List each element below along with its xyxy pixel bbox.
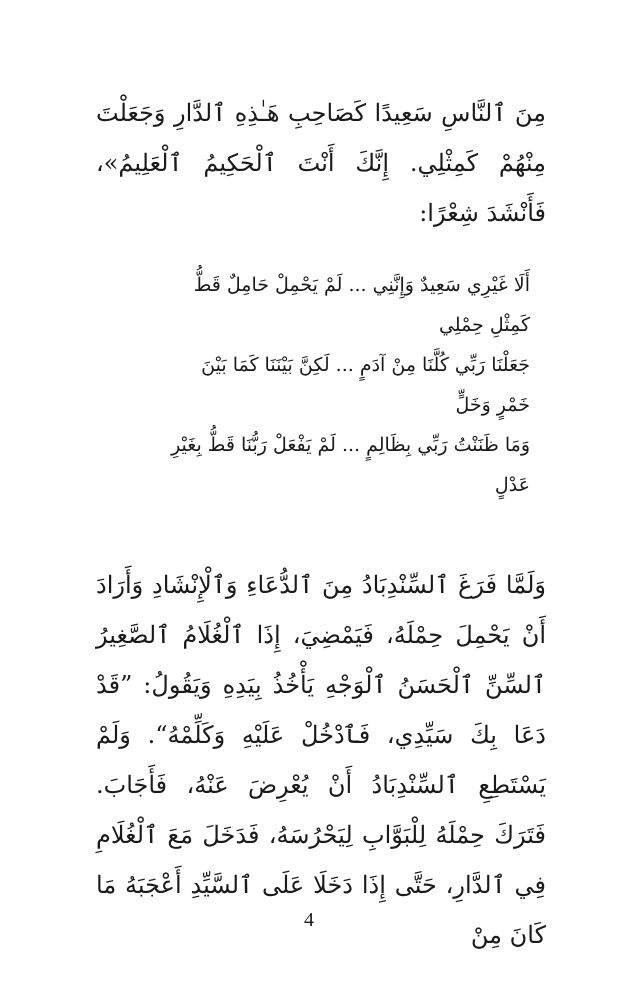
page-number: 4 bbox=[304, 909, 314, 931]
poem-line: عَدْلٍ bbox=[494, 474, 530, 496]
poem-line: خَمْرٍ وَخَلٍّ bbox=[455, 394, 530, 416]
poem-line: أَلَا غَيْرِي سَعِيدٌ وَإِنَّنِي ... لَمْ يَحْمِلْ حَامِلٌ قَطُّ bbox=[193, 274, 530, 296]
paragraph-top: مِنَ ٱلنَّاسِ سَعِيدًا كَصَاحِبِ هَـٰذِهِ ٱلدَّارِ وَجَعَلْتَ مِنْهُمْ كَمِثْلِي. إِنَّكَ أَنْتَ ٱلْحَكِيمُ ٱلْعَلِيمُ»، فَأَنْشَدَ شِعْرًا: bbox=[96, 99, 546, 227]
poem-line: جَعَلْنَا رَبِّي كُلَّنَا مِنْ آدَمٍ ... لَكِنَّ بَيْنَنَا كَمَا بَيْنَ bbox=[201, 354, 530, 376]
poem-line: كَمِثْلِ حِمْلِي bbox=[438, 314, 530, 336]
paragraph-bottom: وَلَمَّا فَرَغَ ٱلسِّنْدِبَادُ مِنَ ٱلدُّعَاءِ وَٱلْإِنْشَادِ وَأَرَادَ أَنْ يَحْمِلَ حِمْلَهُ، فَيَمْضِيَ، إِذَا ٱلْغُلَامُ ٱلصَّغِيرُ ٱلسِّنِّ ٱلْحَسَنُ ٱلْوَجْهِ يَأْخُذُ بِيَدِهِ وَيَقُولُ: ”قَدْ دَعَا بِكَ سَيِّدِي، فَٱدْخُلْ عَلَيْهِ وَكَلِّمْهُ“. وَلَمْ يَسْتَطِعِ ٱلسِّنْدِبَادُ أَنْ يُعْرِضَ عَنْهُ، فَأَجَابَ. فَتَرَكَ حِمْلَهُ لِلْبَوَّابِ لِيَحْرُسَهُ، فَدَخَلَ مَعَ ٱلْغُلَامِ فِي ٱلدَّارِ، حَتَّى إِذَا دَخَلَا عَلَى ٱلسَّيِّدِ أَعْجَبَهُ مَا كَانَ مِنْ bbox=[96, 571, 546, 949]
poem-block bbox=[110, 265, 530, 505]
poem-line: وَمَا ظَنَنْتُ رَبِّي بِظَالِمٍ ... لَمْ يَفْعَلْ رَبُّنَا قَطُّ بِغَيْرِ bbox=[171, 434, 530, 456]
